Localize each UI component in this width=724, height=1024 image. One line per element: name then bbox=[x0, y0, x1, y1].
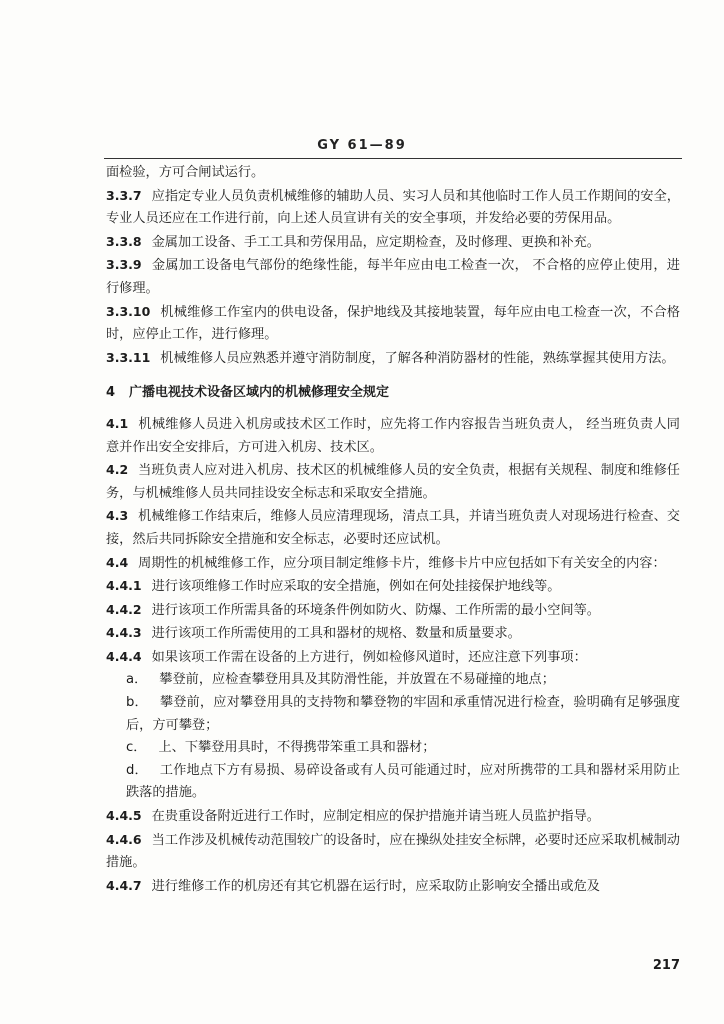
clause-text: 如果该项工作需在设备的上方进行，例如检修风道时，还应注意下列事项： bbox=[151, 649, 587, 665]
clause-text: 金属加工设备、手工工具和劳保用品，应定期检查，及时修理、更换和补充。 bbox=[151, 234, 600, 250]
clause-number: 4.4.3 bbox=[106, 625, 142, 641]
clause-number: 4.4.1 bbox=[106, 578, 142, 594]
item-text: 攀登前，应检查攀登用具及其防滑性能，并放置在不易碰撞的地点； bbox=[159, 672, 555, 688]
item-label: b． bbox=[126, 695, 148, 711]
standard-code-header: GY 61—89 bbox=[317, 138, 407, 153]
clause-number: 4.1 bbox=[106, 415, 129, 431]
item-label: a． bbox=[126, 672, 148, 688]
clause-text: 机械维修人员进入机房或技术区工作时，应先将工作内容报告当班负责人， 经当班负责人同意并作出安全安排后，方可进入机房、技术区。 bbox=[106, 416, 680, 455]
clause-4-4-3 bbox=[106, 622, 680, 646]
item-text: 上、下攀登用具时，不得携带笨重工具和器材； bbox=[158, 740, 436, 756]
list-item-b bbox=[106, 692, 680, 737]
clause-text: 周期性的机械维修工作，应分项目制定维修卡片，维修卡片中应包括如下有关安全的内容： bbox=[138, 555, 666, 571]
clause-4-1 bbox=[106, 413, 680, 459]
page-number: 217 bbox=[652, 958, 680, 973]
clause-text: 进行该项维修工作时应采取的安全措施，例如在何处挂接保护地线等。 bbox=[151, 579, 561, 595]
clause-number: 4.4.5 bbox=[106, 808, 142, 824]
clause-number: 4.4.4 bbox=[106, 648, 142, 664]
clause-4-4-6 bbox=[106, 829, 680, 875]
clause-3-3-11 bbox=[106, 347, 680, 371]
clause-text: 当工作涉及机械传动范围较广的设备时，应在操纵处挂安全标牌，必要时还应采取机械制动措施。 bbox=[106, 832, 680, 871]
clause-number: 3.3.7 bbox=[106, 187, 142, 203]
clause-text: 进行该项工作所需具备的环境条件例如防火、防爆、工作所需的最小空间等。 bbox=[151, 602, 600, 618]
clause-4-4-1 bbox=[106, 575, 680, 599]
clause-text: 金属加工设备电气部份的绝缘性能，每半年应由电工检查一次， 不合格的应停止使用，进行修理。 bbox=[106, 258, 680, 296]
clause-text: 进行维修工作的机房还有其它机器在运行时，应采取防止影响安全播出或危及 bbox=[151, 878, 600, 894]
item-text: 工作地点下方有易损、易碎设备或有人员可能通过时，应对所携带的工具和器材采用防止跌落的措施。 bbox=[126, 762, 681, 801]
clause-number: 4.3 bbox=[106, 508, 129, 524]
clause-3-3-9 bbox=[106, 254, 680, 300]
item-text: 攀登前，应对攀登用具的支持物和攀登物的牢固和承重情况进行检查，验明确有足够强度后，方可攀登； bbox=[126, 695, 681, 733]
clause-4-4-2 bbox=[106, 599, 680, 623]
list-item-c bbox=[106, 737, 680, 760]
clause-text: 应指定专业人员负责机械维修的辅助人员、实习人员和其他临时工作人员工作期间的安全，专业人员还应在工作进行前，向上述人员宣讲有关的安全事项，并发给必要的劳保用品。 bbox=[106, 188, 680, 227]
clause-4-2 bbox=[106, 459, 680, 505]
list-item-d bbox=[106, 760, 680, 805]
clause-number: 4.4 bbox=[106, 554, 129, 570]
clause-number: 3.3.11 bbox=[106, 349, 151, 365]
clause-number: 4.4.6 bbox=[106, 831, 142, 847]
clause-text: 机械维修工作室内的供电设备，保护地线及其接地装置，每年应由电工检查一次，不合格时，应停止工作，进行修理。 bbox=[106, 304, 680, 343]
header-rule bbox=[104, 158, 682, 159]
section-4-heading bbox=[106, 382, 680, 405]
item-label: d． bbox=[126, 762, 148, 778]
clause-text: 当班负责人应对进入机房、技术区的机械维修人员的安全负责，根据有关规程、制度和维修任务，与机械维修人员共同挂设安全标志和采取安全措施。 bbox=[106, 463, 680, 501]
clause-4-3 bbox=[106, 505, 680, 551]
clause-number: 3.3.8 bbox=[106, 233, 142, 249]
clause-4-4-4 bbox=[106, 646, 680, 670]
clause-text: 机械维修工作结束后，维修人员应清理现场，清点工具，并请当班负责人对现场进行检查、交接，然后共同拆除安全措施和安全标志，必要时还应试机。 bbox=[106, 509, 680, 547]
body-text bbox=[106, 162, 680, 898]
paragraph-continuation bbox=[106, 162, 680, 185]
clause-3-3-7 bbox=[106, 185, 680, 231]
item-label: c． bbox=[126, 740, 147, 756]
clause-text: 进行该项工作所需使用的工具和器材的规格、数量和质量要求。 bbox=[151, 626, 521, 642]
clause-number: 3.3.9 bbox=[106, 257, 142, 273]
clause-3-3-10 bbox=[106, 301, 680, 347]
list-item-a bbox=[106, 669, 680, 692]
clause-text: 在贵重设备附近进行工作时，应制定相应的保护措施并请当班人员监护指导。 bbox=[151, 809, 600, 825]
clause-number: 4.2 bbox=[106, 462, 129, 478]
section-title: 广播电视技术设备区域内的机械修理安全规定 bbox=[129, 385, 390, 401]
section-number: 4 bbox=[106, 385, 116, 401]
clause-4-4 bbox=[106, 552, 680, 576]
clause-text: 机械维修人员应熟悉并遵守消防制度，了解各种消防器材的性能，熟练掌握其使用方法。 bbox=[160, 350, 675, 366]
clause-4-4-5 bbox=[106, 805, 680, 829]
clause-number: 3.3.10 bbox=[106, 303, 151, 319]
clause-number: 4.4.7 bbox=[106, 877, 142, 893]
paragraph-text: 面检验，方可合闸试运行。 bbox=[106, 165, 265, 180]
clause-3-3-8 bbox=[106, 231, 680, 255]
clause-number: 4.4.2 bbox=[106, 601, 142, 617]
clause-4-4-7 bbox=[106, 875, 680, 899]
